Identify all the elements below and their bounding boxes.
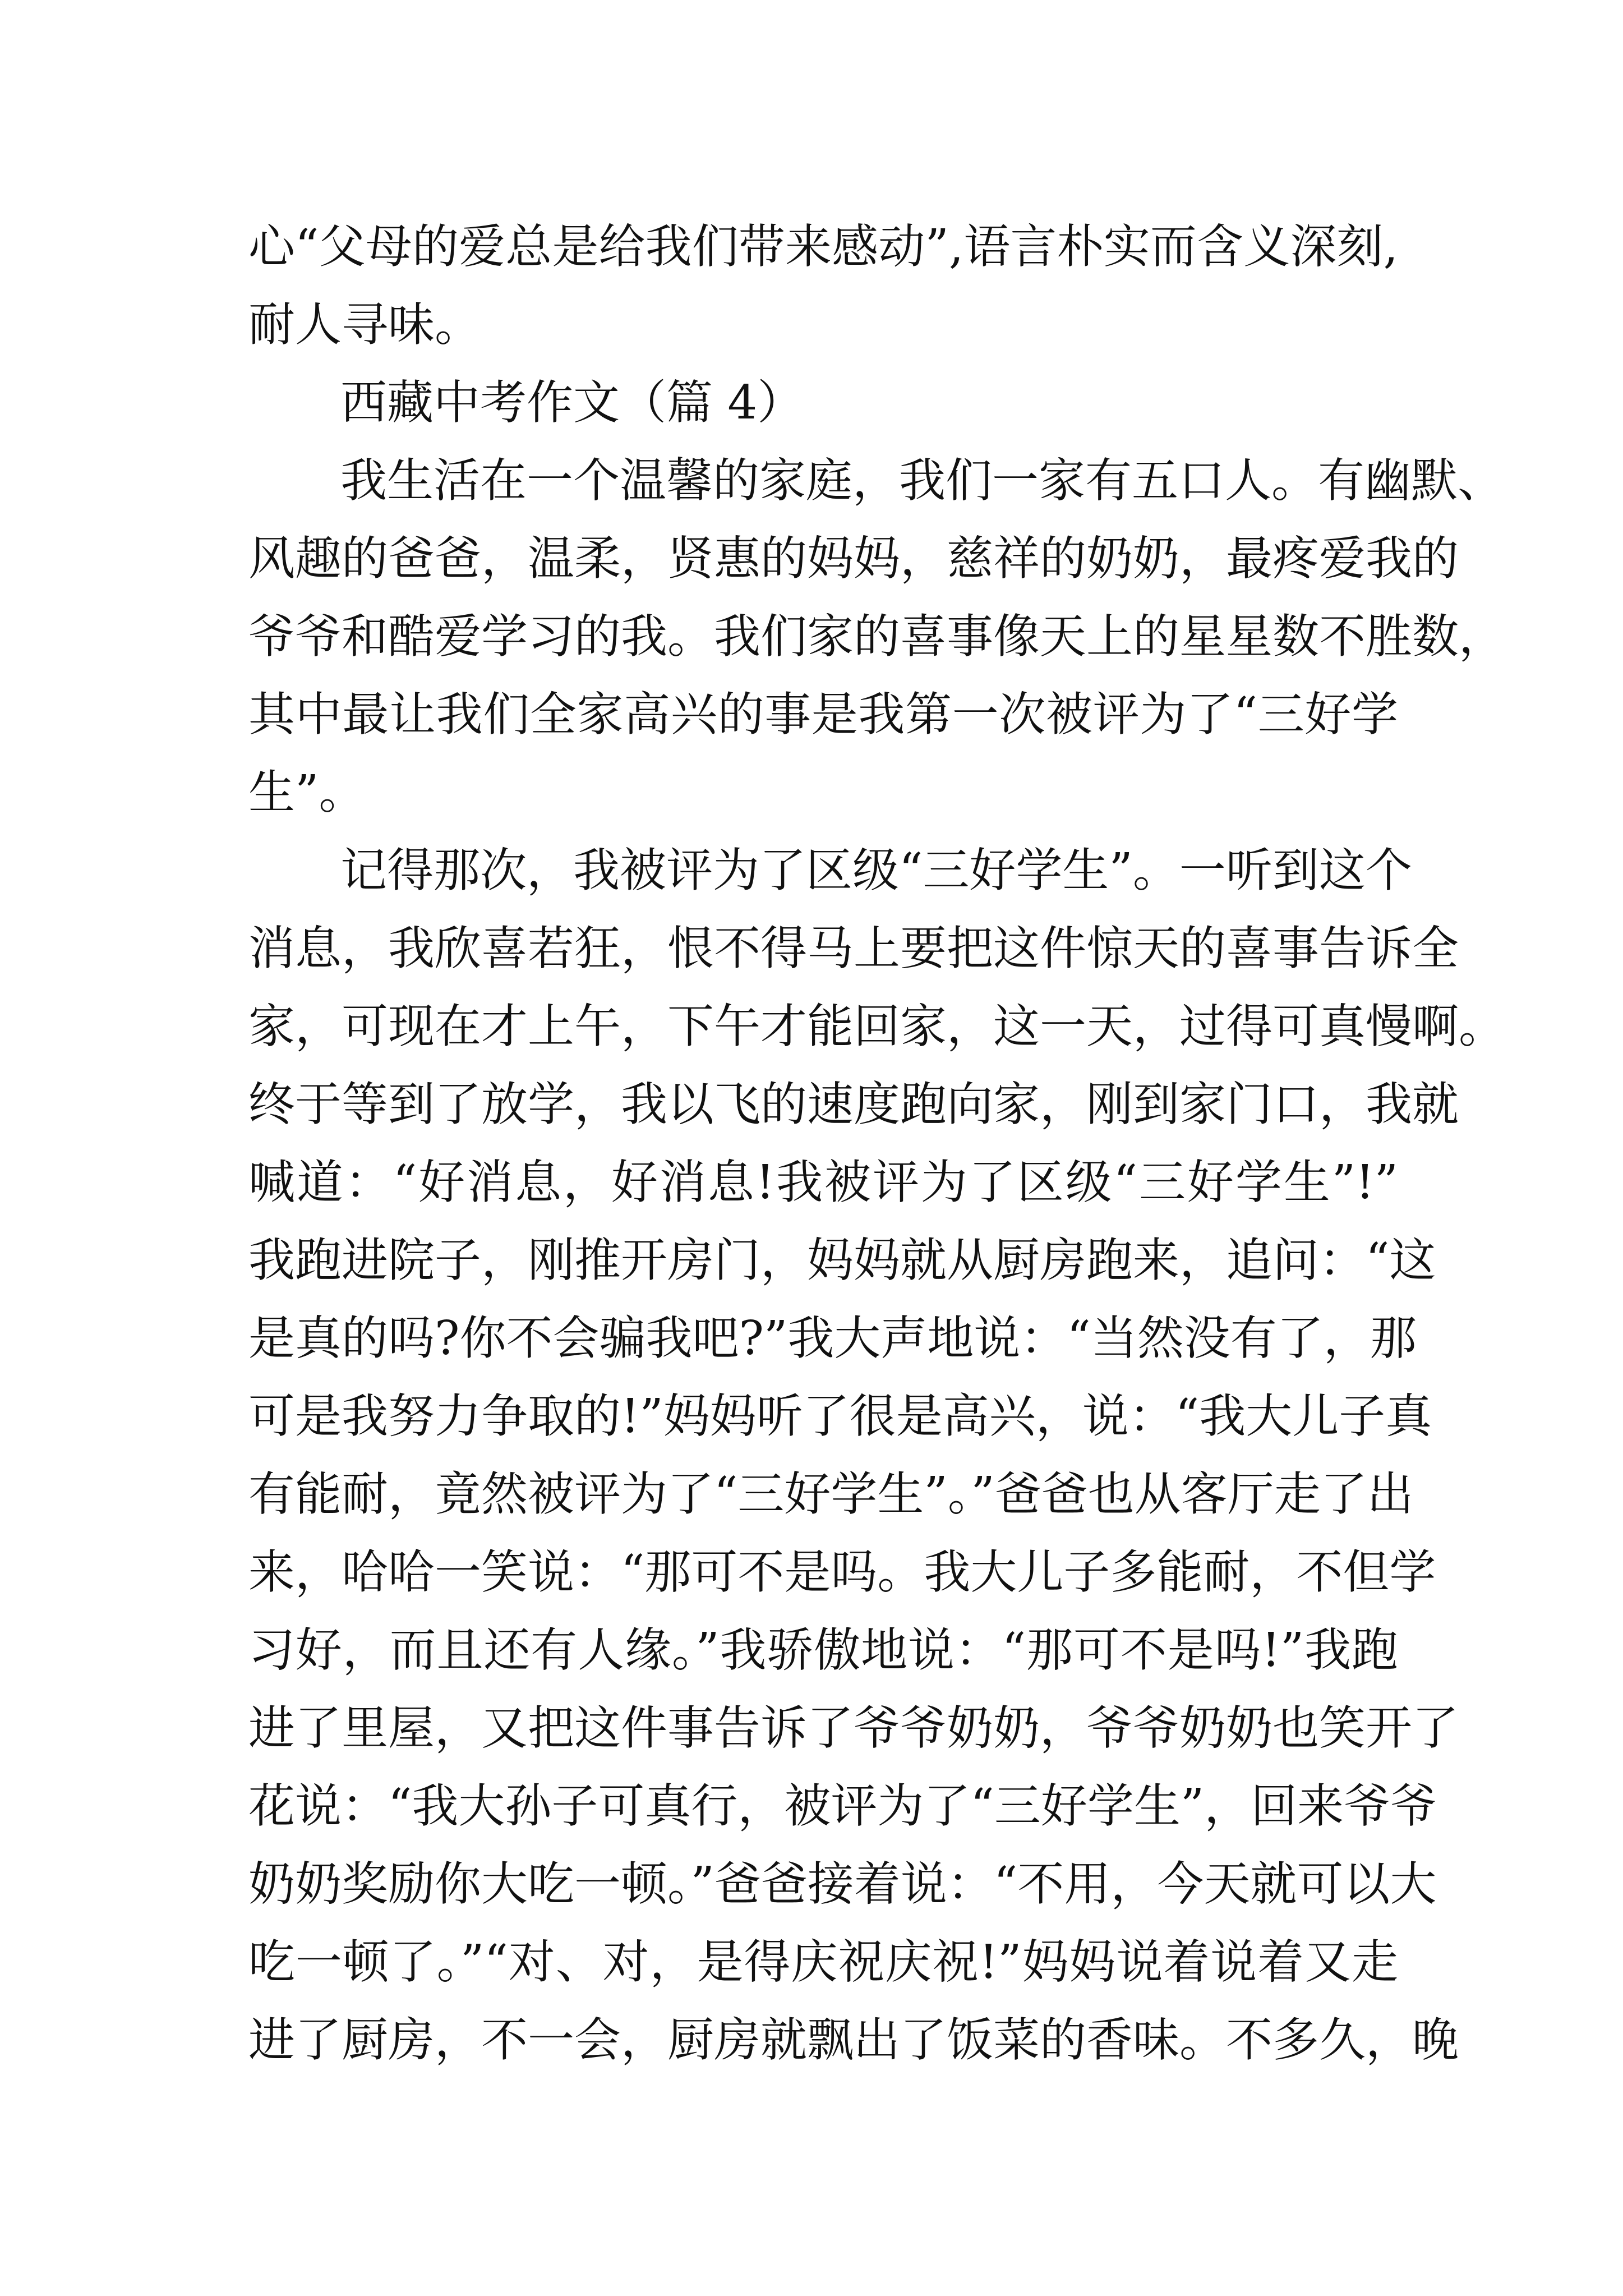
text-line: 消息，我欣喜若狂，恨不得马上要把这件惊天的喜事告诉全 (248, 921, 1459, 976)
text-line: 生”。 (248, 765, 366, 820)
text-line: 我生活在一个温馨的家庭，我们一家有五口人。有幽默、 (340, 453, 1504, 508)
text-line: 喊道：“好消息，好消息!我被评为了区级“三好学生”!” (248, 1155, 1398, 1209)
text-line: 风趣的爸爸，温柔，贤惠的妈妈，慈祥的奶奶，最疼爱我的 (248, 531, 1459, 586)
text-line: 家，可现在才上午，下午才能回家，这一天，过得可真慢啊。 (248, 999, 1505, 1053)
text-line: 吃一顿了。”“对、对，是得庆祝庆祝!”妈妈说着说着又走 (248, 1935, 1398, 1989)
text-line: 爷爷和酷爱学习的我。我们家的喜事像天上的星星数不胜数， (248, 609, 1505, 664)
section-heading: 西藏中考作文（篇 4） (340, 375, 804, 430)
text-line: 奶奶奖励你大吃一顿。”爸爸接着说：“不用，今天就可以大 (248, 1857, 1437, 1911)
text-line: 有能耐，竟然被评为了“三好学生”。”爸爸也从客厅走了出 (248, 1467, 1414, 1521)
text-line: 记得那次，我被评为了区级“三好学生”。一听到这个 (340, 843, 1412, 898)
text-line: 进了厨房，不一会，厨房就飘出了饭菜的香味。不多久，晚 (248, 2013, 1459, 2067)
text-line: 我跑进院子，刚推开房门，妈妈就从厨房跑来，追问：“这 (248, 1233, 1436, 1287)
text-line: 是真的吗?你不会骗我吧?”我大声地说：“当然没有了，那 (248, 1311, 1417, 1365)
text-line: 心“父母的爱总是给我们带来感动”,语言朴实而含义深刻, (248, 219, 1398, 274)
text-line: 可是我努力争取的!”妈妈听了很是高兴，说：“我大儿子真 (248, 1389, 1432, 1443)
text-line: 终于等到了放学，我以飞的速度跑向家，刚到家门口，我就 (248, 1077, 1459, 1131)
text-line: 花说：“我大孙子可真行，被评为了“三好学生”，回来爷爷 (248, 1779, 1437, 1833)
text-line: 习好，而且还有人缘。”我骄傲地说：“那可不是吗!”我跑 (248, 1623, 1398, 1677)
text-line: 其中最让我们全家高兴的事是我第一次被评为了“三好学 (248, 687, 1398, 742)
text-line: 耐人寻味。 (248, 297, 481, 352)
text-line: 来，哈哈一笑说：“那可不是吗。我大儿子多能耐，不但学 (248, 1545, 1436, 1599)
text-line: 进了里屋，又把这件事告诉了爷爷奶奶，爷爷奶奶也笑开了 (248, 1701, 1459, 1755)
